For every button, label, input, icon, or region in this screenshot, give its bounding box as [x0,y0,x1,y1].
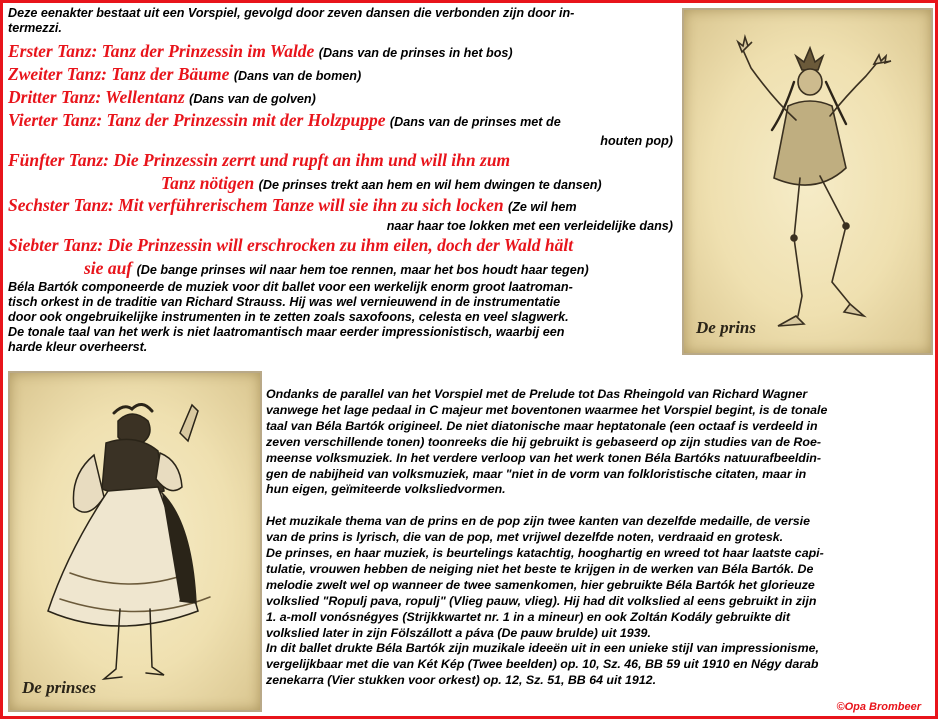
paragraph-line: Het muzikale thema van de prins en de pop zijn twee kanten van dezelfde medaille, de versie [266,514,810,529]
intro-line: Deze eenakter bestaat uit een Vorspiel, gevolgd door zeven dansen die verbonden zijn door in- [8,6,575,20]
paragraph-line: In dit ballet drukte Béla Bartók zijn muzikale ideeën uit in een unieke stijl van impressionisme, [266,641,819,656]
dance-5 [8,150,510,172]
paragraph-line: De tonale taal van het werk is niet laatromantisch maar eerder impressionistisch, waarbij een [8,325,565,339]
dance-german-title-cont: sie auf [84,258,133,278]
dance-german-title: Fünfter Tanz: Die Prinzessin zerrt und rupft an ihm und will ihn zum [8,150,511,170]
princess-drawing [10,373,260,710]
dance-german-title: Dritter Tanz: Wellentanz [8,87,185,107]
paragraph-line: hun eigen, geïmiteerde volksliedvormen. [266,482,506,497]
dance-3 [8,87,316,109]
paragraph-line: Béla Bartók componeerde de muziek voor dit ballet voor een werkelijk enorm groot laatroman- [8,280,573,294]
dance-5-continuation [161,173,602,194]
dance-dutch-translation: (Dans van de bomen) [233,69,362,83]
dance-7-continuation [84,258,589,279]
paragraph-line: volkslied later in zijn Fölszállott a páva (De pauw brulde) uit 1939. [266,625,651,640]
paragraph-line: taal van Béla Bartók origineel. De niet diatonische maar heptatonale (een octaaf is verdeeld in [266,418,818,433]
intro-line: termezzi. [8,21,62,35]
paragraph-line: vergelijkbaar met die van Két Kép (Twee beelden) op. 10, Sz. 46, BB 59 uit 1910 en Négy darab [266,657,819,672]
paragraph-line: door ook ongebruikelijke instrumenten in te zetten zoals saxofoons, celesta en veel slagwerk. [8,310,569,324]
paragraph-line: tisch orkest in de traditie van Richard Strauss. Hij was wel vernieuwend in de instrumentatie [8,295,561,309]
paragraph-analysis [266,387,926,689]
dance-german-title: Vierter Tanz: Tanz der Prinzessin mit der Holzpuppe [8,110,386,130]
paragraph-line: tulatie, vrouwen hebben de neiging niet het beste te krijgen in de werken van Béla Bartók. De [266,561,814,576]
paragraph-line: meense volksmuziek. In het verdere verloop van het werk tonen Béla Bartóks natuurafbeeldin- [266,450,821,465]
dance-6-continuation: naar haar toe lokken met een verleidelijke dans) [386,219,673,233]
prince-illustration [682,8,933,355]
paragraph-line: volkslied "Ropulj pava, ropulj" (Vlieg pauw, vlieg). Hij had dit volkslied al eens gebruikt in zijn [266,593,817,608]
dance-2 [8,64,361,86]
paragraph-line: zeven verschillende tonen) toonreeks die hij gebruikt is gebaseerd op zijn studies van de Roe- [266,434,821,449]
princess-caption: De prinses [22,678,97,697]
paragraph-line: van de prins is lyrisch, die van de pop, met vrijwel dezelfde noten, verdraaid en grotesk. [266,530,784,545]
dance-german-title: Siebter Tanz: Die Prinzessin will erschrocken zu ihm eilen, doch der Wald hält [8,235,574,255]
wooden-puppet-drawing [684,10,931,353]
paragraph-line: De prinses, en haar muziek, is beurtelings katachtig, hooghartig en wreed tot haar laatste capi- [266,546,824,561]
dance-german-title: Zweiter Tanz: Tanz der Bäume [8,64,230,84]
dance-dutch-translation: (Dans van de prinses met de [389,115,561,129]
paragraph-line: harde kleur overheerst. [8,340,148,354]
princess-illustration [8,371,262,712]
prince-caption: De prins [696,318,756,337]
dance-4-continuation: houten pop) [600,134,673,148]
dance-dutch-translation: (Ze wil hem [508,200,577,214]
dance-dutch-translation: (Dans van de golven) [189,92,316,106]
copyright-notice: ©Opa Brombeer [836,701,921,713]
dance-4 [8,110,561,132]
dance-7 [8,235,573,257]
dance-6 [8,195,577,217]
paragraph-line: gen de nabijheid van volksmuziek, maar "niet in de vorm van folkloristische citaten, maar in [266,466,807,481]
paragraph-line: 1. a-moll vonósnégyes (Strijkkwartet nr. 1 in a mineur) en ook Zoltán Kodály gebruikte dit [266,609,790,624]
dance-german-title: Sechster Tanz: Mit verführerischem Tanze will sie ihn zu sich locken [8,195,504,215]
dance-german-title-cont: Tanz nötigen [161,173,255,193]
paragraph-line: Ondanks de parallel van het Vorspiel met de Prelude tot Das Rheingold van Richard Wagner [266,387,808,401]
intro-text [8,6,574,36]
dance-1 [8,41,513,63]
dance-dutch-translation: (De bange prinses wil naar hem toe rennen, maar het bos houdt haar tegen) [136,263,589,277]
paragraph-orchestration [8,280,680,355]
dance-german-title: Erster Tanz: Tanz der Prinzessin im Walde [8,41,315,61]
dance-dutch-translation: (De prinses trekt aan hem en wil hem dwingen te dansen) [258,178,602,192]
paragraph-line: vanwege het lage pedaal in C majeur met boventonen waarmee het Vorspiel begint, is de tonale [266,402,828,417]
paragraph-line: zenekarra (Vier stukken voor orkest) op. 12, Sz. 51, BB 64 uit 1912. [266,673,657,688]
paragraph-line: melodie zwelt wel op wanneer de twee samenkomen, hier gebruikte Béla Bartók het glorieuze [266,577,815,592]
dance-dutch-translation: (Dans van de prinses in het bos) [318,46,513,60]
paragraph-spacer [266,498,926,514]
